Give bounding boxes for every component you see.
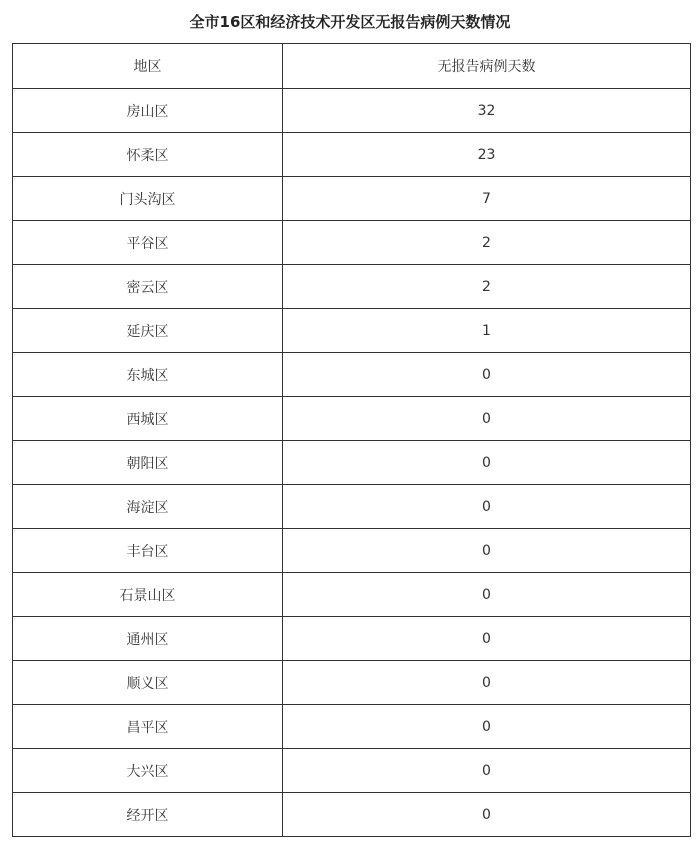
days-cell: 0 [283, 441, 691, 485]
district-cell: 密云区 [13, 265, 283, 309]
district-cell: 石景山区 [13, 573, 283, 617]
table-row [13, 441, 691, 485]
days-cell: 2 [283, 265, 691, 309]
days-cell: 0 [283, 397, 691, 441]
days-cell: 2 [283, 221, 691, 265]
district-cell: 东城区 [13, 353, 283, 397]
district-cell: 丰台区 [13, 529, 283, 573]
table-row [13, 617, 691, 661]
district-cell: 朝阳区 [13, 441, 283, 485]
table-row [13, 133, 691, 177]
table-row [13, 309, 691, 353]
district-cell: 延庆区 [13, 309, 283, 353]
table-header-row [13, 44, 691, 89]
table-row [13, 397, 691, 441]
table-row [13, 573, 691, 617]
district-cell: 西城区 [13, 397, 283, 441]
days-cell: 0 [283, 573, 691, 617]
district-cell: 海淀区 [13, 485, 283, 529]
district-cell: 经开区 [13, 793, 283, 837]
table-row [13, 705, 691, 749]
table-row [13, 793, 691, 837]
district-cell: 顺义区 [13, 661, 283, 705]
days-cell: 0 [283, 749, 691, 793]
district-cell: 怀柔区 [13, 133, 283, 177]
page-title: 全市16区和经济技术开发区无报告病例天数情况 [189, 13, 511, 31]
days-cell: 0 [283, 661, 691, 705]
district-cell: 房山区 [13, 89, 283, 133]
table-row [13, 177, 691, 221]
days-cell: 23 [283, 133, 691, 177]
district-cell: 通州区 [13, 617, 283, 661]
table-row [13, 265, 691, 309]
table-row [13, 749, 691, 793]
table-row [13, 221, 691, 265]
days-cell: 0 [283, 353, 691, 397]
days-cell: 0 [283, 705, 691, 749]
days-cell: 7 [283, 177, 691, 221]
table-row [13, 89, 691, 133]
days-cell: 0 [283, 617, 691, 661]
days-cell: 0 [283, 793, 691, 837]
days-cell: 1 [283, 309, 691, 353]
table-row [13, 485, 691, 529]
table-body [13, 89, 691, 837]
days-cell: 32 [283, 89, 691, 133]
column-header-district: 地区 [13, 44, 283, 89]
district-cell: 门头沟区 [13, 177, 283, 221]
days-cell: 0 [283, 485, 691, 529]
table-row [13, 661, 691, 705]
district-cell: 昌平区 [13, 705, 283, 749]
column-header-days: 无报告病例天数 [283, 44, 691, 89]
district-cell: 大兴区 [13, 749, 283, 793]
table-row [13, 529, 691, 573]
table-row [13, 353, 691, 397]
no-case-days-table [12, 43, 691, 837]
district-cell: 平谷区 [13, 221, 283, 265]
days-cell: 0 [283, 529, 691, 573]
